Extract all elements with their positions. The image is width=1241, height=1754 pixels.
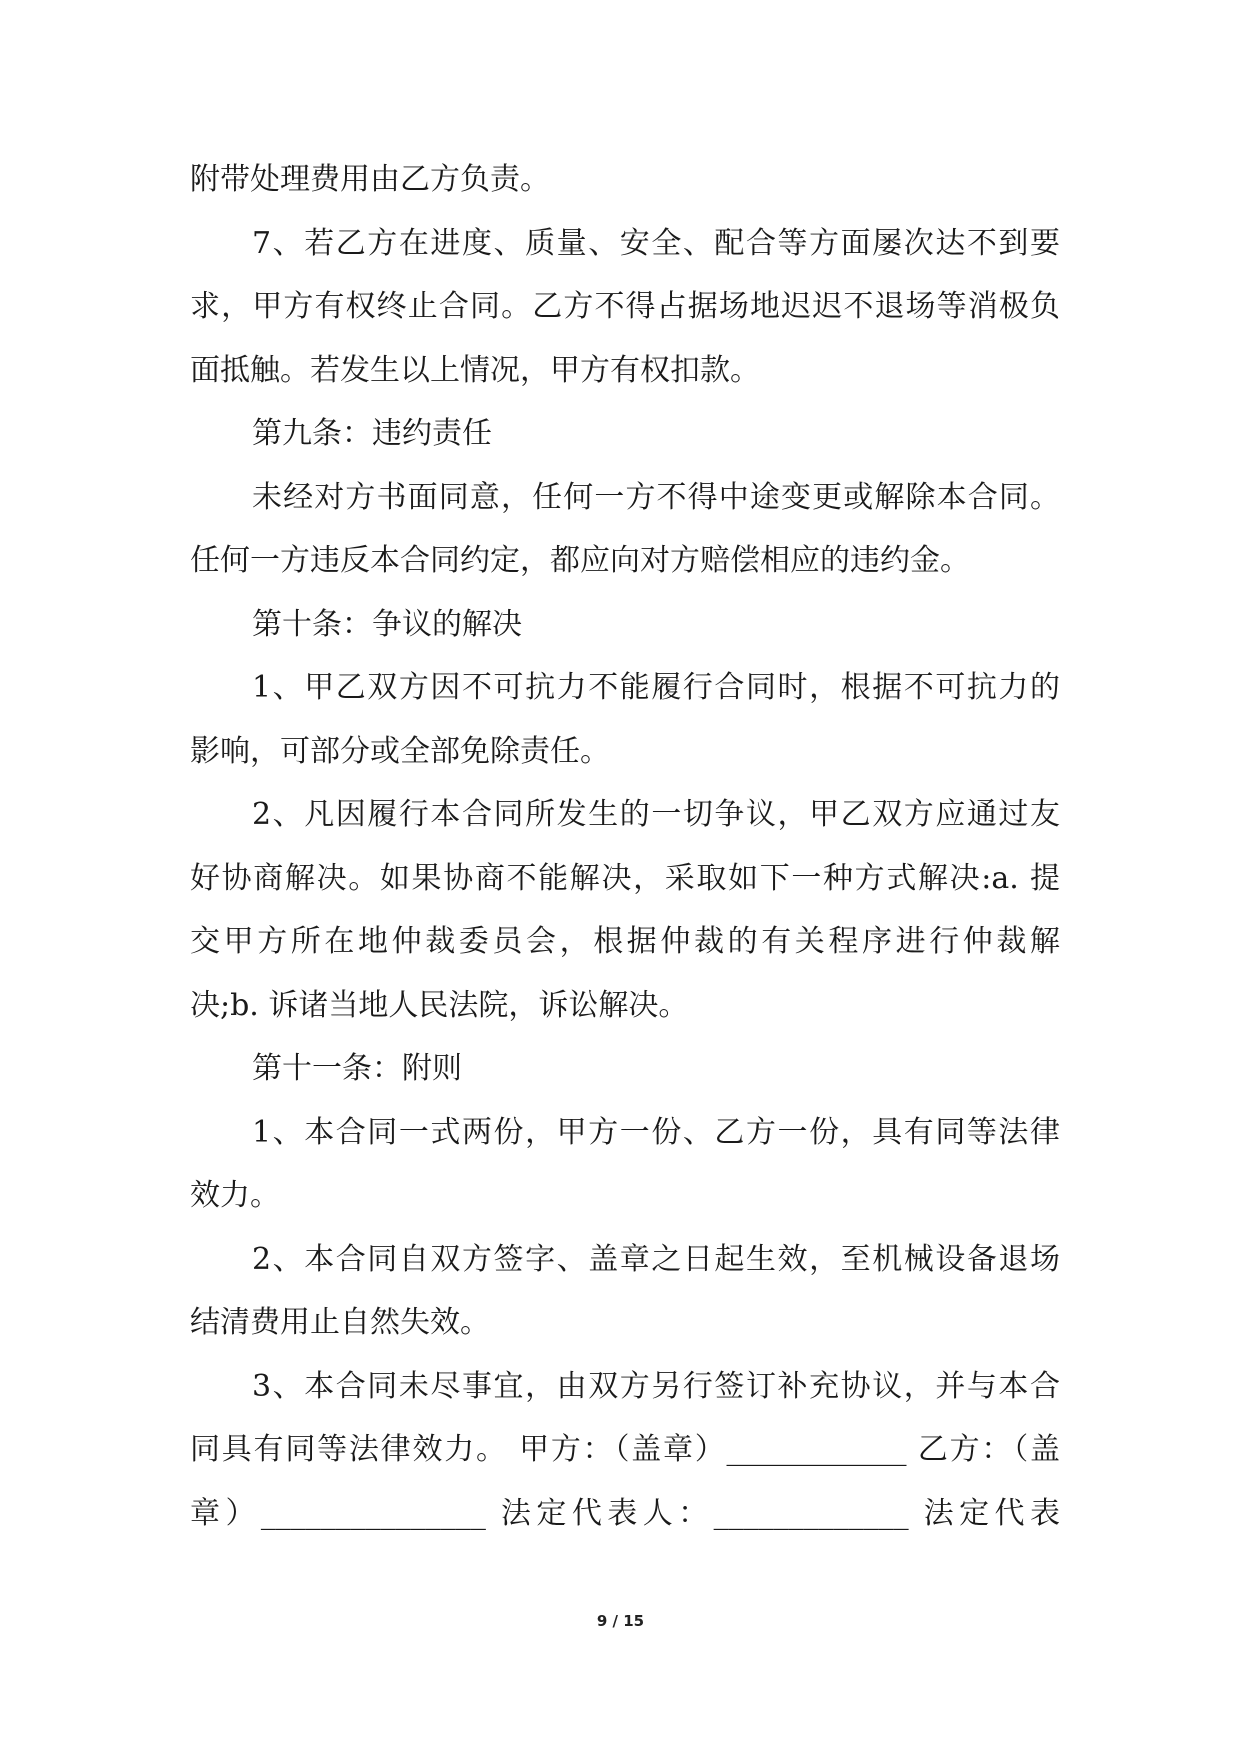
text-line: 附带处理费用由乙方负责。 — [190, 162, 550, 197]
text-line: 2、凡因履行本合同所发生的一切争议，甲乙双方应通过友 — [252, 797, 1060, 832]
section-heading: 第九条：违约责任 — [252, 416, 492, 451]
text-line: 7、若乙方在进度、质量、安全、配合等方面屡次达不到要 — [252, 225, 1060, 261]
text-line: 好协商解决。如果协商不能解决，采取如下一种方式解决:a. 提 — [190, 860, 1060, 896]
text-line: 未经对方书面同意，任何一方不得中途变更或解除本合同。 — [252, 479, 1060, 515]
text-line: 3、本合同未尽事宜，由双方另行签订补充协议，并与本合 — [252, 1368, 1060, 1404]
section-heading: 第十一条：附则 — [252, 1051, 462, 1086]
text-line: 交甲方所在地仲裁委员会，根据仲裁的有关程序进行仲裁解 — [190, 924, 1060, 959]
text-line: 影响，可部分或全部免除责任。 — [190, 733, 610, 769]
signature-line: 同具有同等法律效力。 甲方：（盖章）____________ 乙方：（盖 — [190, 1432, 1060, 1467]
text-line: 决;b. 诉诸当地人民法院，诉讼解决。 — [190, 987, 689, 1023]
text-line: 1、甲乙双方因不可抗力不能履行合同时，根据不可抗力的 — [252, 670, 1060, 705]
text-line: 面抵触。若发生以上情况，甲方有权扣款。 — [190, 352, 760, 388]
page-number: 9 / 15 — [596, 1612, 645, 1630]
document-body — [190, 148, 1060, 1545]
text-line: 结清费用止自然失效。 — [190, 1305, 490, 1340]
text-line: 2、本合同自双方签字、盖章之日起生效，至机械设备退场 — [252, 1241, 1060, 1277]
text-line: 任何一方违反本合同约定，都应向对方赔偿相应的违约金。 — [190, 543, 970, 578]
signature-line: 章）_______________ 法定代表人：_____________ 法定代表 — [190, 1495, 1060, 1531]
section-heading: 第十条：争议的解决 — [252, 606, 522, 642]
text-line: 效力。 — [190, 1178, 280, 1213]
text-line: 求，甲方有权终止合同。乙方不得占据场地迟迟不退场等消极负 — [190, 289, 1060, 324]
text-line: 1、本合同一式两份，甲方一份、乙方一份，具有同等法律 — [252, 1114, 1060, 1150]
